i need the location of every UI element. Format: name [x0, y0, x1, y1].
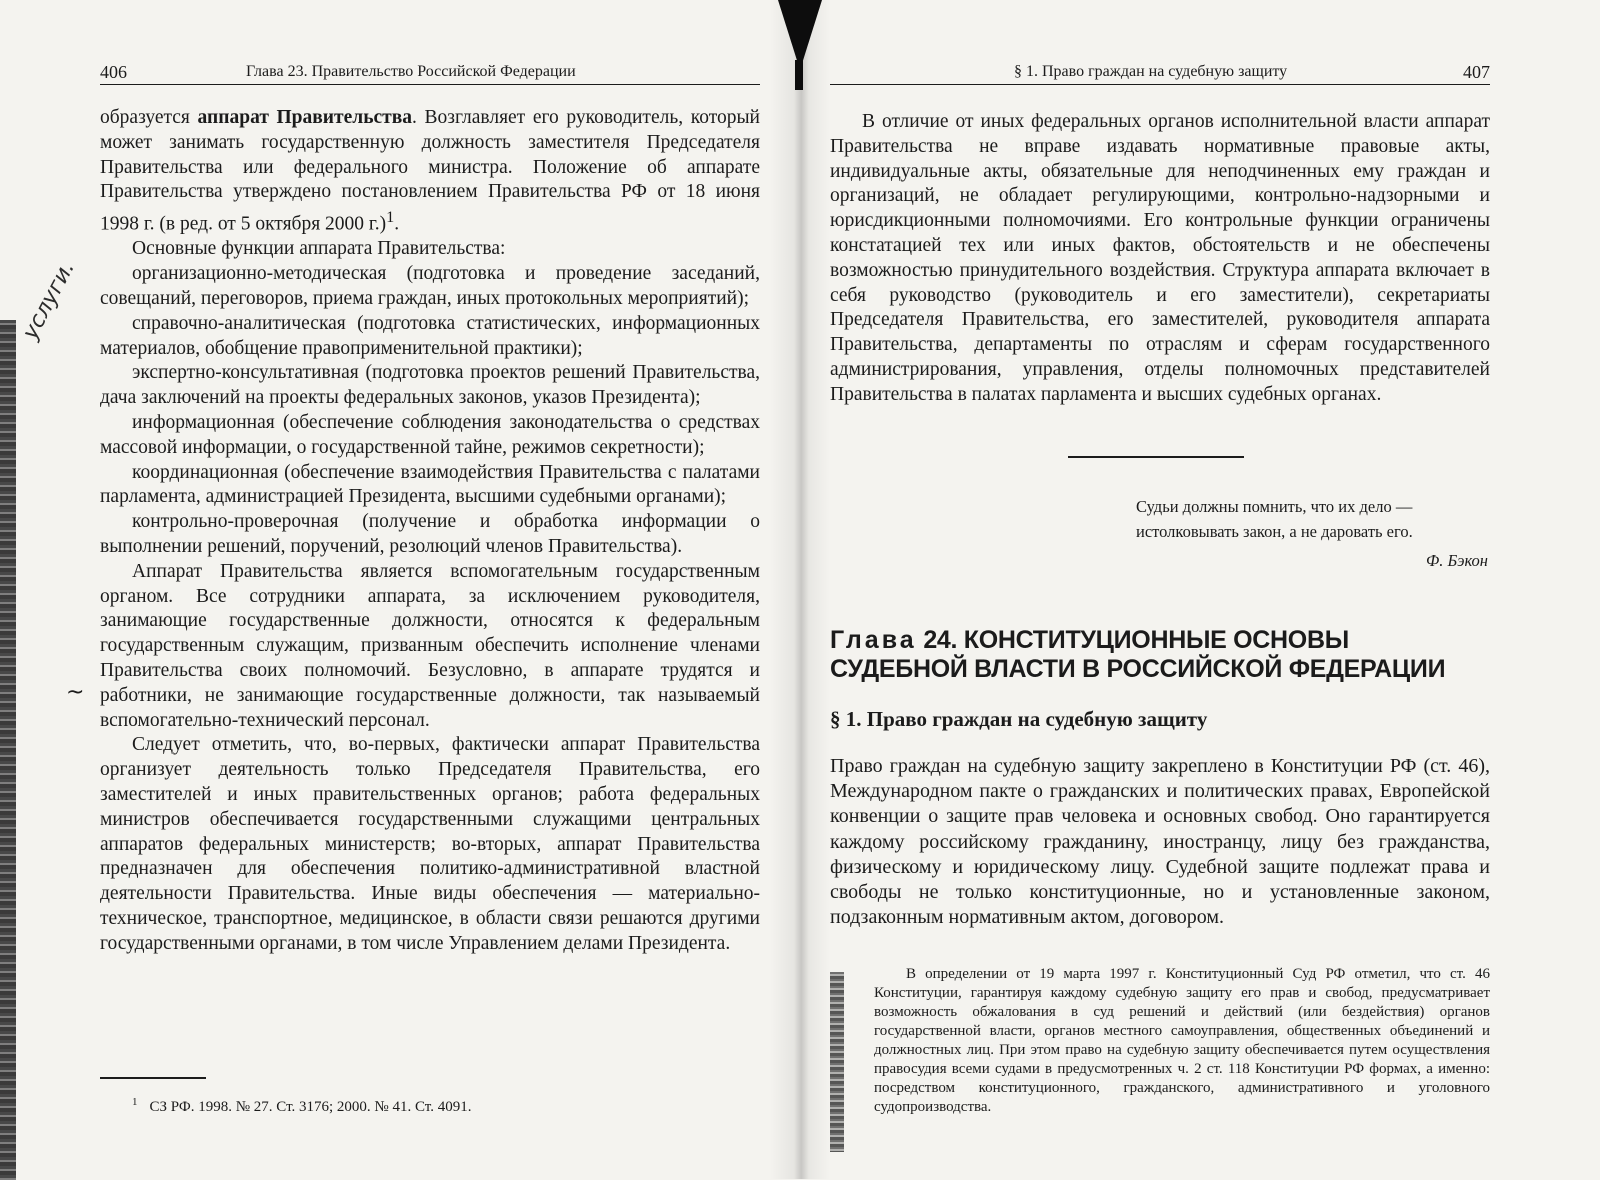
running-head-right — [830, 60, 1490, 85]
epigraph — [1136, 494, 1488, 573]
chapter-heading — [830, 626, 1490, 684]
right-page — [830, 0, 1490, 1179]
margin-squiggle: ~ — [66, 680, 85, 705]
binding-mark-stem — [795, 60, 803, 90]
paragraph: Аппарат Правительства является вспомогательным государственным органом. Все сотрудники аппарата, за исключением руководителя, занимающие государственные должности, относятся к федеральным государственным служащим, призванным обеспечить исполнение членами Правительства своих полномочий. Безусловно, в аппарате трудятся и работники, не занимающие государственные должности, так называемый вспомогательно-технический персонал. — [100, 560, 760, 731]
list-item: информационная (обеспечение соблюдения законодательства о средствах массовой информации, о государственной тайне, режимов секретности); — [100, 412, 760, 458]
running-head-left — [100, 60, 760, 85]
chapter-title-line: СУДЕБНОЙ ВЛАСТИ В РОССИЙСКОЙ ФЕДЕРАЦИИ — [830, 655, 1446, 683]
section-heading: § 1. Право граждан на судебную защиту — [830, 707, 1208, 731]
footnote-mark: 1 — [132, 1096, 138, 1108]
list-item: справочно-аналитическая (подготовка статистических, информационных материалов, обобщение правоприменительной практики); — [100, 312, 760, 359]
paragraph: Основные функции аппарата Правительства: — [132, 238, 506, 260]
margin-handwriting: услуги. — [18, 256, 81, 344]
list-item: координационная (обеспечение взаимодействия Правительства с палатами парламента, администрацией Президента, высшими судебными органами); — [100, 461, 760, 508]
page-number: 406 — [100, 62, 127, 82]
footnote-ref: 1 — [386, 208, 395, 227]
running-title: § 1. Право граждан на судебную защиту — [1014, 63, 1288, 80]
paragraph: Право граждан на судебную защиту закреплено в Конституции РФ (ст. 46), Международном пакте о гражданских и политических правах, Европейской конвенции о защите прав человека и основных свобод. Оно гарантируется каждому российскому гражданину, иностранцу, лицу без гражданства, физическому и юридическому лицу. Судебной защите подлежат права и свободы не только конституционные, но и установленные законом, подзаконным нормативным актом, договором. — [830, 755, 1490, 929]
paragraph: образуется аппарат Правительства. Возглавляет его руководитель, который может занимать государственную должность заместителя Председателя Правительства или федерального министра. Положение об аппарате Правительства утверждено постановлением Правительства РФ от 18 июня 1998 г. (в ред. от 5 октября 2000 г.)$^1$. — [100, 107, 760, 235]
body-text-left — [100, 106, 760, 957]
book-gutter — [770, 0, 830, 1179]
small-print-block — [874, 965, 1490, 1117]
chapter-label: Глава — [830, 626, 917, 654]
body-text-right-top — [830, 110, 1490, 408]
scan-edge-shadow — [0, 320, 16, 1180]
footnote-text: СЗ РФ. 1998. № 27. Ст. 3176; 2000. № 41. Ст. 4091. — [149, 1099, 472, 1115]
chapter-title-line: 24. КОНСТИТУЦИОННЫЕ ОСНОВЫ — [923, 626, 1349, 654]
footnote — [132, 1096, 471, 1116]
body-text-right-main — [830, 754, 1490, 930]
running-title: Глава 23. Правительство Российской Федерации — [246, 63, 576, 80]
list-item: организационно-методическая (подготовка и проведение заседаний, совещаний, переговоров, приема граждан, иных протокольных мероприятий); — [100, 263, 760, 310]
paragraph: В отличие от иных федеральных органов исполнительной власти аппарат Правительства не вправе издавать нормативные правовые акты, индивидуальные акты, обязательные для неподчиненных ему граждан и организаций, не обладает регулирующими, контрольно-надзорными и юрисдикционными полномочиями. Его контрольные функции ограничены констатацией тех или иных фактов, обстоятельств и не обеспечены возможностью принудительного воздействия. Структура аппарата включает в себя руководство (руководитель и его заместители), секретариаты Председателя Правительства, его заместителей, руководителя аппарата Правительства, департаменты по отраслям и сферам государственного администрирования, управления, отделы полномочных представителей Правительства в палатах парламента и высших судебных органах. — [830, 111, 1490, 405]
paragraph: Следует отметить, что, во-первых, фактически аппарат Правительства организует деятельность только Председателя Правительства, его заместителей и иных правительственных органов; работа федеральных министров обеспечивается государственными служащими центральных аппаратов федеральных министерств; во-вторых, аппарат Правительства предназначен для обеспечения политико-административной властной деятельности Правительства. Иные виды обеспечения — материально-техническое, транспортное, медицинское, в области связи решаются другими государственными органами, в том числе Управлением делами Президента. — [100, 734, 760, 954]
bold-term: аппарат Правительства — [197, 107, 413, 128]
epigraph-author: Ф. Бэкон — [1425, 551, 1488, 570]
paragraph: В определении от 19 марта 1997 г. Конституционный Суд РФ отметил, что ст. 46 Конституции, гарантируя каждому судебную защиту его прав и свобод, предусматривает возможность обжалования в суд решений и действий (или бездействия) органов государственной власти, органов местного самоуправления, общественных объединений и должностных лиц. При этом право на судебную защиту обеспечивается путем осуществления правосудия всеми судами в предусмотренных ч. 2 ст. 118 Конституции РФ формах, а именно: посредством конституционного, гражданского, административного и уголовного судопроизводства. — [874, 966, 1490, 1115]
left-page — [100, 0, 760, 1179]
scan-edge-marks — [830, 972, 844, 1152]
epigraph-line: Судьи должны помнить, что их дело — — [1136, 497, 1413, 516]
epigraph-line: истолковывать закон, а не даровать его. — [1136, 522, 1413, 541]
list-item: экспертно-консультативная (подготовка проектов решений Правительства, дача заключений на проекты федеральных законов, указов Президента); — [100, 362, 760, 409]
section-divider — [1068, 456, 1244, 458]
page-number: 407 — [1463, 62, 1490, 82]
footnote-rule — [100, 1077, 206, 1079]
list-item: контрольно-проверочная (получение и обработка информации о выполнении решений, поручений, резолюций членов Правительства). — [100, 511, 760, 558]
